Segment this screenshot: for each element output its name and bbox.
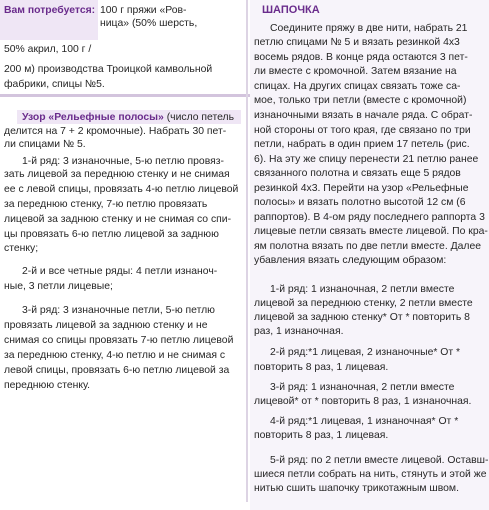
materials-line: ница» (50% шерсть, bbox=[100, 18, 198, 29]
pattern-line: ее с левой спицы, провязать 4-ю петлю лицевой bbox=[4, 184, 239, 195]
pattern-line: ные, 3 петли лицевые; bbox=[4, 281, 113, 292]
body-line: повторить 8 раз, 1 лицевая. bbox=[254, 362, 389, 373]
body-line: спицах. На других спицах связать тоже са- bbox=[254, 81, 461, 92]
pattern-line: ли спицами № 5. bbox=[4, 139, 86, 150]
section-title: ШАПОЧКА bbox=[262, 4, 320, 16]
body-line: 3-й ряд: 1 изнаночная, 2 петли вместе bbox=[270, 382, 455, 393]
body-line: раппортов). В 4-ом ряду последнего раппорта 3 bbox=[254, 212, 485, 223]
column-divider bbox=[246, 0, 248, 502]
body-line: повторить 8 раз, 1 лицевая. bbox=[254, 430, 389, 441]
body-line: лицевой за заднюю стенку* От * повторить 8 bbox=[254, 312, 470, 323]
pattern-line: за переднюю стенку, 4-ю петлю и не снимая с bbox=[4, 350, 226, 361]
body-line: 5-й ряд: по 2 петли вместе лицевой. Оставш- bbox=[270, 455, 489, 466]
body-line: 6). На эту же спицу перенести 21 петлю ранее bbox=[254, 154, 479, 165]
body-line: убавления вязать следующим образом: bbox=[254, 255, 447, 266]
pattern-line: провязать лицевой за заднюю стенку и не bbox=[4, 320, 208, 331]
body-line: 1-й ряд: 1 изнаночная, 2 петли вместе bbox=[270, 284, 455, 295]
body-line: петлю спицами № 5 и вязать резинкой 4х3 bbox=[254, 37, 460, 48]
pattern-line: снимая со спицы провязать 7-ю петлю лицевой bbox=[4, 335, 234, 346]
pattern-line: 3-й ряд: 3 изнаночные петли, 5-ю петлю bbox=[22, 305, 215, 316]
pattern-line: левой спицы, провязать 6-ю петлю лицевой за bbox=[4, 365, 230, 376]
body-line: полосы» и вязать полотно высотой 12 см (6 bbox=[254, 197, 466, 208]
body-line: лицевой за переднюю стенку, 2 петли вместе bbox=[254, 298, 473, 309]
body-line: раз, 1 изнаночная. bbox=[254, 326, 344, 337]
pattern-line: за переднюю стенку, 7-ю петлю провязать bbox=[4, 199, 208, 210]
body-line: Соедините пряжу в две нити, набрать 21 bbox=[270, 23, 468, 34]
body-line: восемь рядов. В конце ряда остаются 3 пет- bbox=[254, 52, 468, 63]
body-line: петли, набрать в один прием 17 петель (рис. bbox=[254, 139, 470, 150]
materials-label: Вам потребуется: bbox=[4, 5, 96, 16]
pattern-title-rest: (число петель bbox=[163, 112, 235, 123]
body-line: лицевой* от * повторить 8 раз, 1 изнаночная. bbox=[254, 396, 472, 407]
body-line: связанного полотна и связать еще 5 рядов bbox=[254, 168, 461, 179]
body-line: 2-й ряд:*1 лицевая, 2 изнаночные* От * bbox=[270, 347, 461, 358]
pattern-title: Узор «Рельефные полосы» bbox=[22, 112, 164, 123]
pattern-line: лицевой за заднюю стенку и не снимая со спи- bbox=[4, 214, 232, 225]
body-line: изнаночными вязать в начале ряда. С обрат- bbox=[254, 110, 473, 121]
pattern-line: зать лицевой за переднюю стенку и не снимая bbox=[4, 169, 230, 180]
body-line: шиеся петли собрать на нить, стянуть и этой же bbox=[254, 469, 487, 480]
pattern-line: 1-й ряд: 3 изнаночные, 5-ю петлю провяз- bbox=[22, 156, 224, 167]
body-line: ной стороны от того края, где связано по три bbox=[254, 125, 471, 136]
materials-line: 50% акрил, 100 г / bbox=[4, 44, 92, 55]
pattern-line: переднюю стенку. bbox=[4, 380, 91, 391]
body-line: мое, только три петли (вместе с кромочной) bbox=[254, 95, 467, 106]
materials-line: 200 м) производства Троицкой камвольной bbox=[4, 64, 213, 75]
pattern-heading bbox=[22, 111, 234, 124]
pattern-line: делится на 7 + 2 кромочные). Набрать 30 пет- bbox=[4, 126, 227, 137]
body-line: 4-й ряд:*1 лицевая, 1 изнаночная* От * bbox=[270, 416, 459, 427]
body-line: резинкой 4х3. Перейти на узор «Рельефные bbox=[254, 183, 469, 194]
body-line: ям полотна вязать по две петли вместе. Далее bbox=[254, 241, 482, 252]
body-line: лицевые петли связать вместе лицевой. По кра- bbox=[254, 226, 488, 237]
body-line: нитью сшить шапочку трикотажным швом. bbox=[254, 483, 459, 494]
pattern-line: цы провязать 6-ю петлю лицевой за заднюю bbox=[4, 229, 219, 240]
section-divider bbox=[0, 94, 250, 97]
materials-line: 100 г пряжи «Ров- bbox=[100, 5, 187, 16]
materials-line: фабрики, спицы №5. bbox=[4, 79, 105, 90]
body-line: ли вместе с кромочной. Затем вязание на bbox=[254, 66, 457, 77]
pattern-line: 2-й и все четные ряды: 4 петли изнаноч- bbox=[22, 266, 218, 277]
pattern-line: стенку; bbox=[4, 243, 39, 254]
